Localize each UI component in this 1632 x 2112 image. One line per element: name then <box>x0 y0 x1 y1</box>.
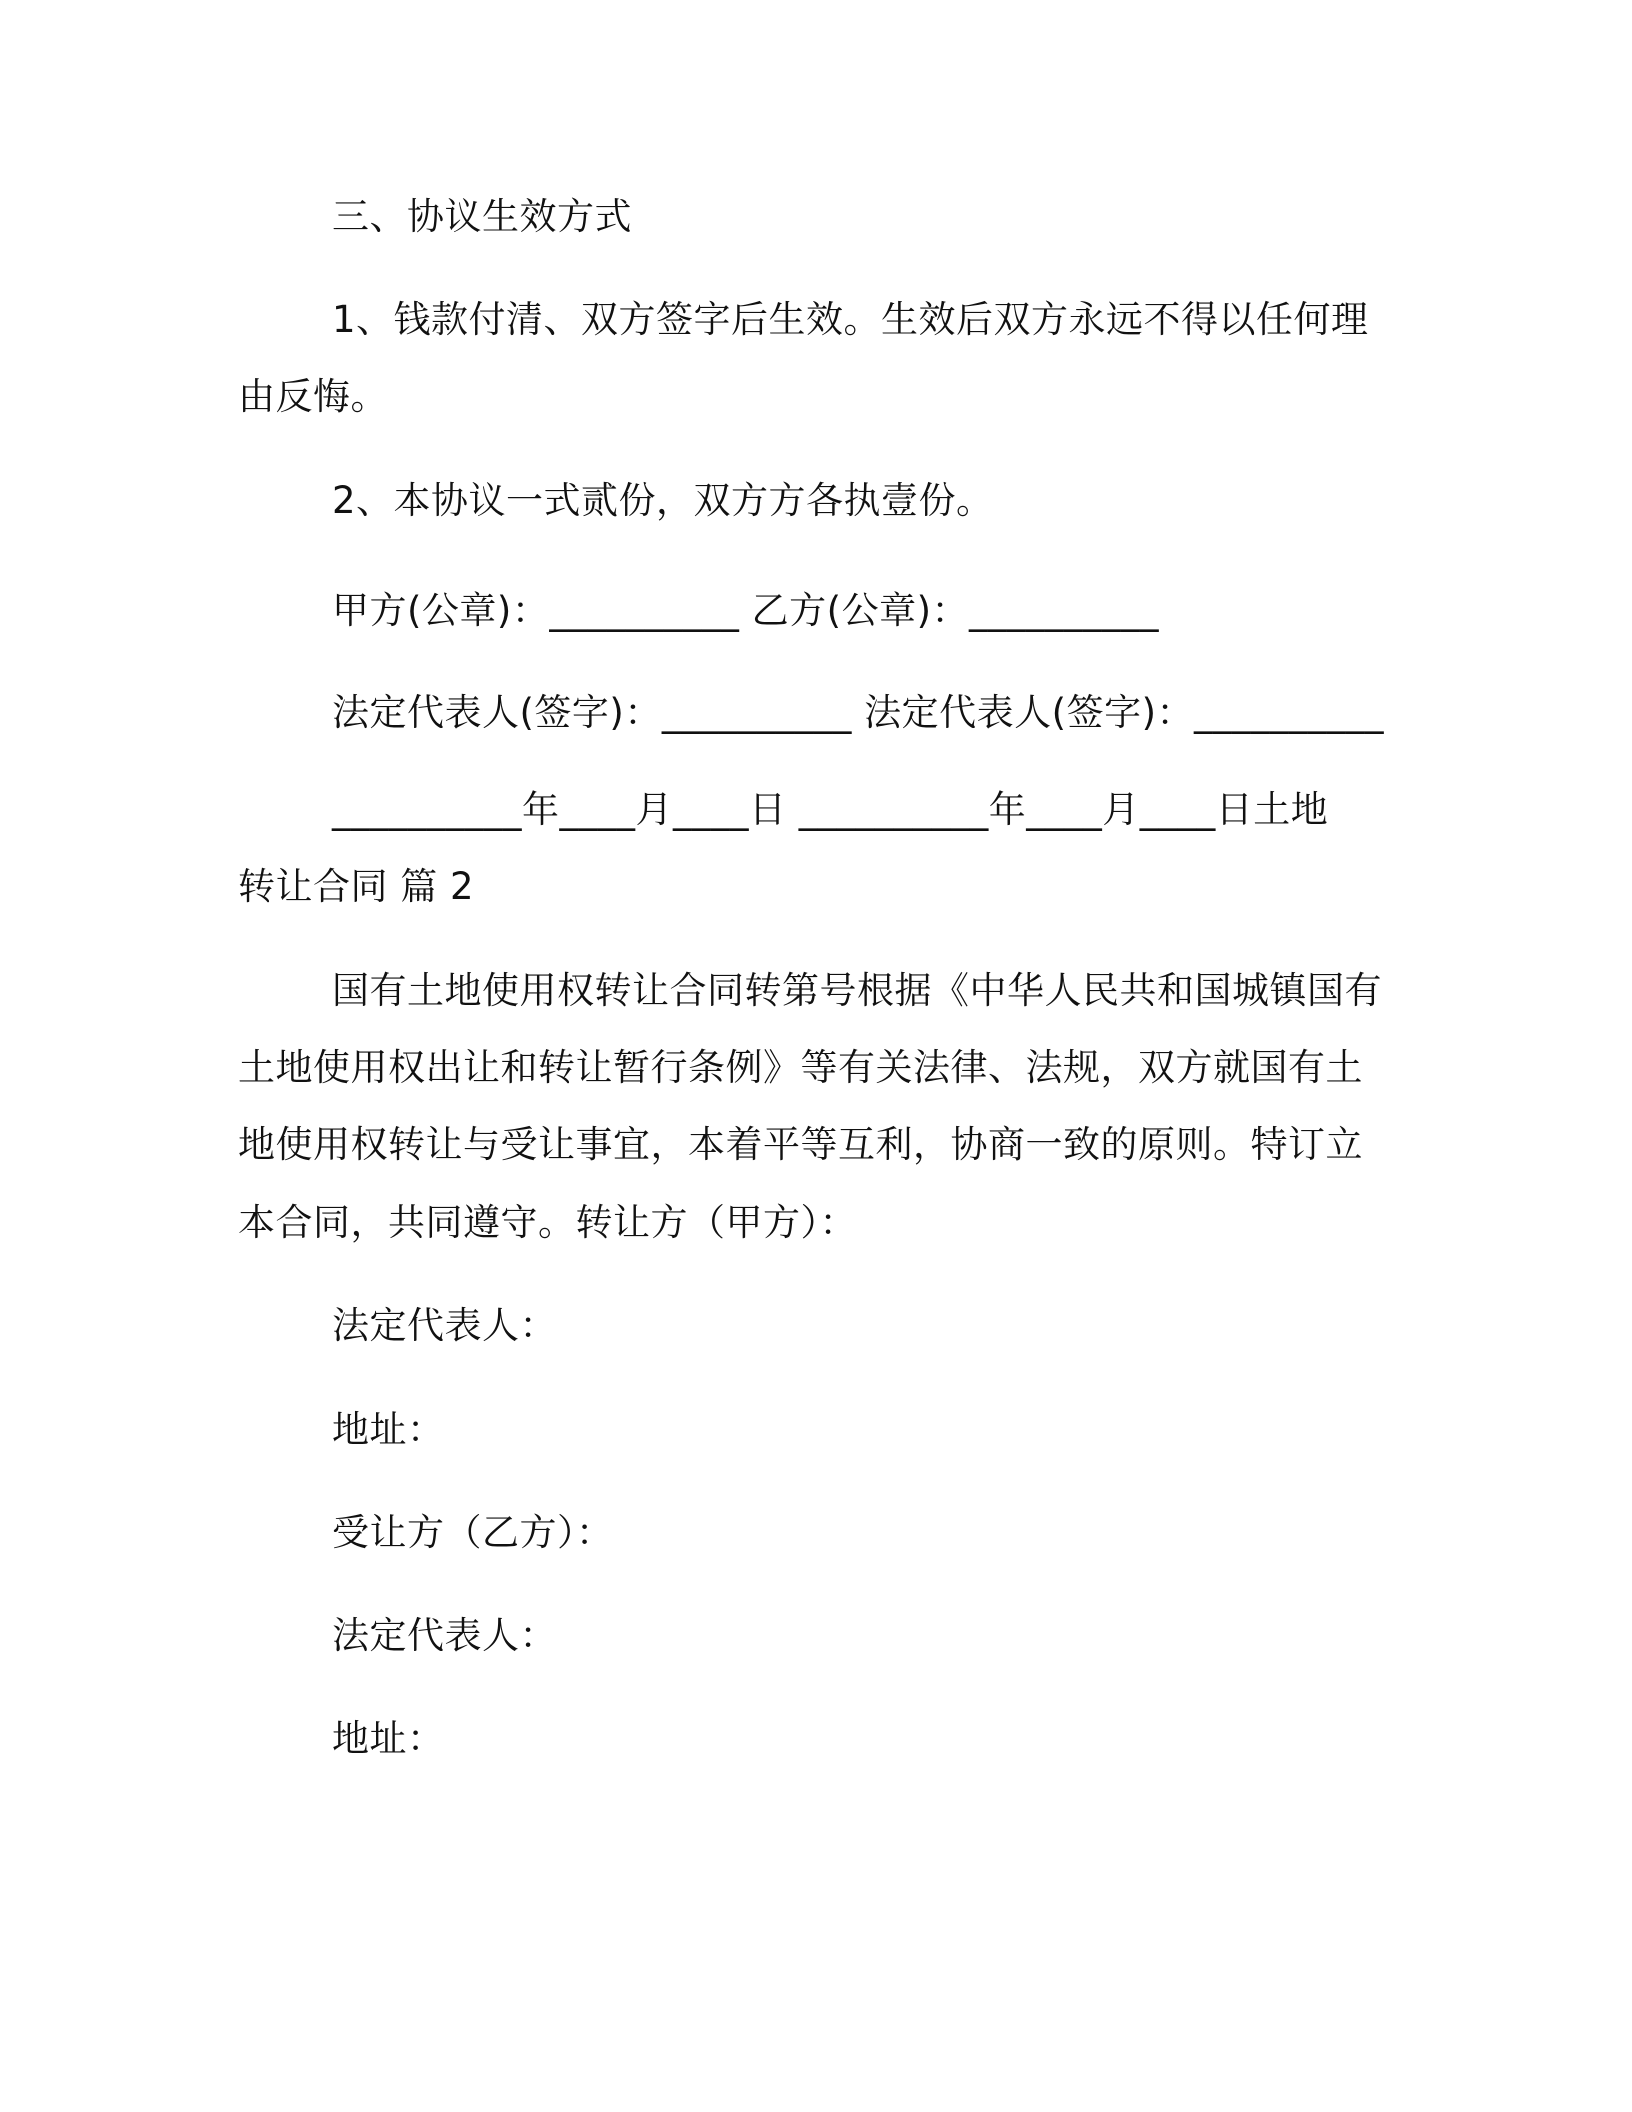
section-three-heading: 三、协议生效方式 <box>332 195 632 238</box>
representative-signature-line: 法定代表人(签字)：__________ 法定代表人(签字)：__________ <box>332 691 1385 734</box>
clause-1-line-2: 由反悔。 <box>238 375 388 418</box>
seal-signature-line: 甲方(公章)：__________ 乙方(公章)：__________ <box>332 589 1160 632</box>
clause-2: 2、本协议一式贰份，双方方各执壹份。 <box>332 479 994 522</box>
transferor-address-label: 地址： <box>332 1408 445 1451</box>
paragraph-line-4: 本合同，共同遵守。转让方（甲方）： <box>238 1201 857 1244</box>
paragraph-line-2: 土地使用权出让和转让暂行条例》等有关法律、法规，双方就国有土 <box>238 1046 1363 1089</box>
contract-title-line: 转让合同 篇 2 <box>238 865 475 908</box>
date-line: __________年____月____日 __________年____月____日土地 <box>332 788 1329 831</box>
transferee-representative-label: 法定代表人： <box>332 1614 557 1657</box>
paragraph-line-3: 地使用权转让与受让事宜，本着平等互利，协商一致的原则。特订立 <box>238 1123 1363 1166</box>
transferor-representative-label: 法定代表人： <box>332 1304 557 1347</box>
paragraph-line-1: 国有土地使用权转让合同转第号根据《中华人民共和国城镇国有 <box>332 969 1382 1012</box>
transferee-address-label: 地址： <box>332 1717 445 1760</box>
transferee-label: 受让方（乙方）： <box>332 1511 614 1554</box>
clause-1-line-1: 1、钱款付清、双方签字后生效。生效后双方永远不得以任何理 <box>332 298 1369 341</box>
